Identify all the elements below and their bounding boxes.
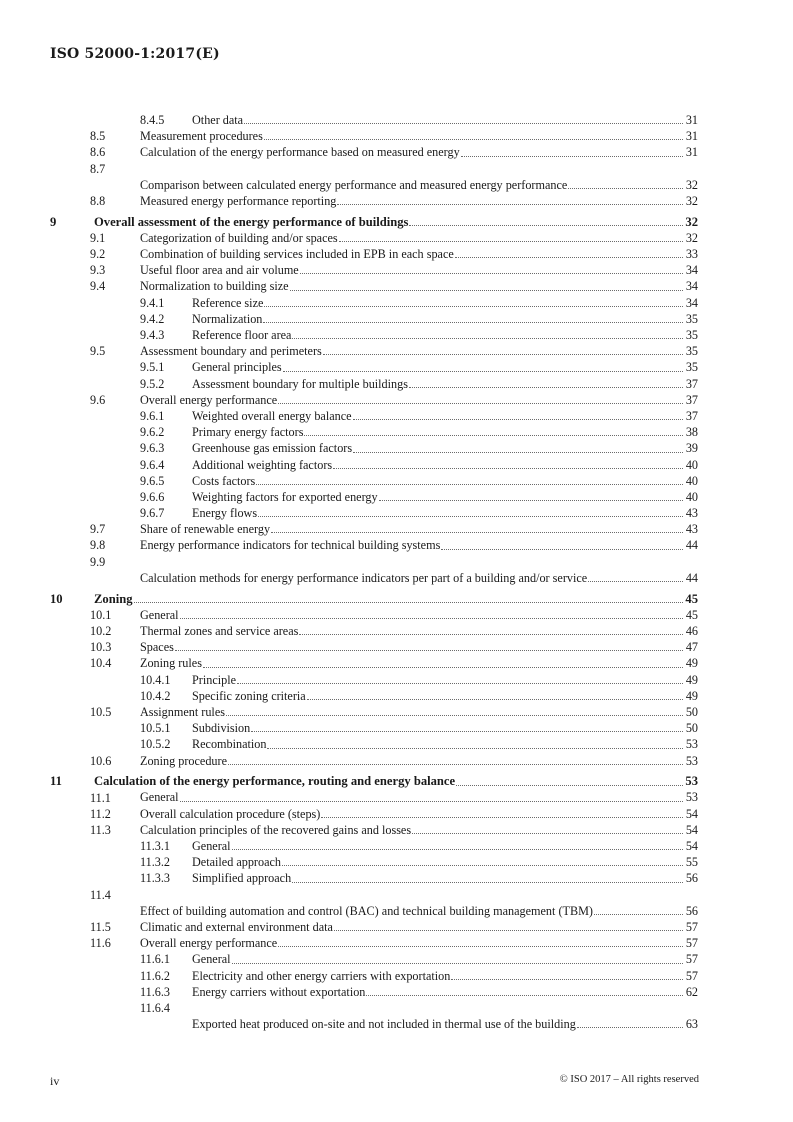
toc-entry-title: Overall calculation procedure (steps) [140, 806, 321, 821]
toc-entry-title: Energy carriers without exportation [192, 984, 366, 999]
toc-dot-leader [379, 499, 683, 501]
toc-entry[interactable] [50, 537, 698, 553]
toc-entry-number: 11.6.3 [140, 984, 171, 999]
toc-entry[interactable] [50, 838, 698, 854]
toc-entry-number: 11.2 [90, 806, 111, 821]
toc-entry-title: General [192, 839, 231, 854]
toc-entry[interactable] [50, 870, 698, 886]
toc-entry-page: 62 [685, 984, 698, 999]
toc-entry-title: Climatic and external environment data [140, 920, 333, 934]
toc-entry-page: 57 [685, 920, 698, 934]
toc-entry-number: 10.2 [90, 624, 112, 639]
toc-entry-title: Share of renewable energy [140, 522, 271, 537]
toc-entry-page: 49 [685, 672, 698, 687]
toc-chapter-entry[interactable] [50, 591, 698, 607]
toc-entry-page: 33 [685, 247, 698, 262]
toc-entry-page: 43 [685, 522, 698, 537]
toc-entry-title: Calculation principles of the recovered gains and losses [140, 822, 412, 837]
toc-entry[interactable] [50, 704, 698, 720]
toc-dot-leader [323, 353, 683, 355]
toc-entry-number: 10.1 [90, 607, 112, 622]
toc-dot-leader [251, 730, 683, 732]
toc-entry-title: Other data [192, 112, 244, 127]
toc-entry-number: 8.5 [90, 129, 106, 144]
toc-chapter-entry[interactable] [50, 214, 698, 230]
toc-entry-title: Thermal zones and service areas [140, 624, 299, 639]
toc-entry[interactable] [50, 854, 698, 870]
toc-entry-number: 10.6 [90, 753, 112, 768]
toc-entry-page: 56 [685, 871, 698, 886]
toc-entry-title: Specific zoning criteria [192, 688, 306, 703]
toc-entry-number: 11.3.3 [140, 871, 171, 886]
toc-dot-leader [226, 714, 683, 716]
toc-entry-number: 9.9 [90, 554, 106, 569]
toc-entry-page: 50 [685, 704, 698, 719]
toc-entry[interactable] [50, 623, 698, 639]
toc-entry[interactable] [50, 521, 698, 537]
toc-entry-title: Combination of building services included in EPB in each space [140, 247, 454, 262]
toc-entry-title: Subdivision [192, 721, 251, 736]
toc-entry-page: 53 [685, 737, 698, 752]
toc-entry-number: 9.6.3 [140, 441, 165, 456]
toc-entry-page: 40 [685, 489, 698, 504]
toc-entry[interactable] [50, 161, 698, 193]
toc-entry-title: Useful floor area and air volume [140, 263, 299, 278]
toc-entry-title: Effect of building automation and control (BAC) and technical building management (TBM) [140, 903, 593, 918]
toc-entry-page: 35 [685, 311, 698, 326]
toc-dot-leader [264, 305, 683, 307]
toc-entry-page: 49 [685, 656, 698, 671]
toc-entry-number: 9 [50, 214, 57, 229]
toc-entry-title: Zoning [94, 591, 133, 606]
document-header: ISO 52000-1:2017(E) [50, 46, 220, 62]
toc-entry-number: 11.6 [90, 936, 111, 951]
toc-entry[interactable] [50, 295, 698, 311]
toc-entry-number: 10 [50, 591, 63, 606]
toc-entry-title: Primary energy factors [192, 425, 304, 440]
toc-entry-page: 39 [685, 441, 698, 456]
toc-entry-title: Zoning procedure [140, 753, 227, 768]
toc-entry[interactable] [50, 1000, 698, 1032]
toc-entry-number: 9.6.1 [140, 408, 165, 423]
toc-entry-title: Detailed approach [192, 855, 281, 870]
toc-dot-leader [244, 122, 683, 124]
toc-entry-title: Weighted overall energy balance [192, 408, 352, 423]
toc-dot-leader [409, 386, 683, 388]
toc-entry-title: Normalization [192, 311, 263, 326]
toc-entry-number: 8.6 [90, 145, 106, 160]
toc-entry-page: 34 [685, 263, 698, 278]
toc-entry[interactable] [50, 672, 698, 688]
toc-entry[interactable] [50, 806, 698, 822]
toc-entry-number: 11.3 [90, 822, 111, 837]
toc-dot-leader [263, 321, 683, 323]
toc-entry-number: 11.6.4 [140, 1000, 171, 1015]
toc-entry-page: 53 [685, 753, 698, 768]
toc-entry-page: 32 [685, 230, 698, 245]
toc-dot-leader [577, 1026, 683, 1028]
toc-entry[interactable] [50, 639, 698, 655]
toc-entry[interactable] [50, 193, 698, 209]
toc-entry-title: General [192, 952, 231, 967]
toc-entry-number: 9.5.1 [140, 360, 165, 375]
page-number: iv [50, 1074, 60, 1088]
toc-dot-leader [292, 337, 683, 339]
toc-entry-title: Calculation of the energy performance, routing and energy balance [94, 774, 456, 789]
toc-entry-page: 57 [685, 952, 698, 967]
toc-entry-page: 45 [685, 591, 698, 606]
toc-entry-number: 9.7 [90, 522, 106, 537]
toc-entry-number: 9.2 [90, 247, 106, 262]
toc-entry[interactable] [50, 688, 698, 704]
toc-entry-page: 32 [685, 177, 698, 192]
toc-entry-number: 10.5 [90, 704, 112, 719]
toc-entry-number: 10.4 [90, 656, 112, 671]
toc-dot-leader [409, 224, 683, 226]
toc-entry-page: 44 [685, 538, 698, 553]
toc-dot-leader [237, 682, 683, 684]
toc-dot-leader [588, 580, 683, 582]
toc-entry[interactable] [50, 887, 698, 919]
toc-entry-title: Greenhouse gas emission factors [192, 441, 353, 456]
toc-entry-number: 11.3.2 [140, 855, 171, 870]
toc-entry-number: 9.4.1 [140, 295, 165, 310]
toc-entry-page: 35 [685, 360, 698, 375]
toc-dot-leader [455, 256, 683, 258]
toc-entry-title: Reference size [192, 295, 264, 310]
toc-entry-page: 32 [685, 193, 698, 208]
toc-entry[interactable] [50, 246, 698, 262]
toc-dot-leader [256, 483, 683, 485]
toc-dot-leader [451, 978, 683, 980]
toc-dot-leader [321, 816, 683, 818]
toc-entry-number: 10.4.1 [140, 672, 171, 687]
toc-dot-leader [339, 240, 683, 242]
toc-entry-page: 53 [685, 790, 698, 805]
toc-entry[interactable] [50, 376, 698, 392]
toc-entry-page: 49 [685, 688, 698, 703]
toc-dot-leader [232, 848, 683, 850]
toc-entry-page: 43 [685, 506, 698, 521]
toc-dot-leader [456, 784, 683, 786]
toc-entry-page: 37 [685, 392, 698, 407]
toc-entry[interactable] [50, 327, 698, 343]
toc-dot-leader [300, 272, 683, 274]
toc-dot-leader [282, 864, 683, 866]
toc-dot-leader [271, 531, 683, 533]
toc-entry-page: 54 [685, 822, 698, 837]
toc-entry[interactable] [50, 720, 698, 736]
toc-entry-page: 56 [685, 903, 698, 918]
toc-entry-number: 8.8 [90, 193, 106, 208]
toc-entry-number: 10.5.1 [140, 721, 171, 736]
toc-dot-leader [333, 467, 683, 469]
toc-entry-number: 9.3 [90, 263, 106, 278]
toc-entry-title: Measurement procedures [140, 129, 263, 144]
toc-entry-number: 11.6.1 [140, 952, 171, 967]
toc-entry-title: Assessment boundary and perimeters [140, 344, 322, 359]
toc-entry-page: 34 [685, 295, 698, 310]
toc-entry-title: Spaces [140, 640, 174, 655]
toc-entry-title: Reference floor area [192, 328, 292, 343]
toc-entry-title: Principle [192, 672, 237, 687]
toc-entry-title: General principles [192, 360, 282, 375]
toc-entry[interactable] [50, 359, 698, 375]
toc-entry[interactable] [50, 951, 698, 967]
toc-entry-number: 9.4 [90, 279, 106, 294]
toc-entry-number: 9.6 [90, 392, 106, 407]
toc-dot-leader [412, 832, 683, 834]
toc-dot-leader [258, 515, 683, 517]
toc-entry-title: General [140, 607, 179, 622]
toc-dot-leader [175, 649, 683, 651]
toc-entry-title: Comparison between calculated energy performance and measured energy performance [140, 177, 568, 192]
toc-entry[interactable] [50, 489, 698, 505]
toc-entry-title: Costs factors [192, 473, 256, 488]
toc-entry-number: 10.4.2 [140, 688, 171, 703]
toc-entry-number: 9.6.6 [140, 489, 165, 504]
toc-dot-leader [203, 666, 683, 668]
toc-entry-title: Calculation methods for energy performance indicators per part of a building and/or service [140, 570, 588, 585]
toc-entry-number: 11.5 [90, 920, 111, 935]
toc-entry-page: 46 [685, 624, 698, 639]
toc-entry-title: Weighting factors for exported energy [192, 489, 378, 504]
toc-entry-title: Electricity and other energy carriers with exportation [192, 968, 451, 983]
toc-entry-page: 54 [685, 839, 698, 854]
toc-dot-leader [366, 994, 683, 996]
toc-entry[interactable] [50, 112, 698, 128]
toc-entry-number: 11.6.2 [140, 968, 171, 983]
toc-entry-page: 35 [685, 328, 698, 343]
toc-entry-title: Overall energy performance [140, 392, 278, 407]
toc-dot-leader [264, 138, 683, 140]
toc-dot-leader [267, 747, 683, 749]
toc-entry-title: Normalization to building size [140, 279, 289, 294]
toc-dot-leader [337, 203, 683, 205]
toc-entry-page: 31 [685, 145, 698, 160]
toc-entry[interactable] [50, 311, 698, 327]
toc-entry[interactable] [50, 984, 698, 1000]
toc-entry-page: 40 [685, 457, 698, 472]
toc-entry-title: General [140, 790, 179, 805]
toc-entry-title: Recombination [192, 737, 267, 752]
toc-dot-leader [307, 698, 683, 700]
toc-entry-title: Assessment boundary for multiple buildings [192, 376, 408, 391]
toc-entry-title: Categorization of building and/or spaces [140, 230, 338, 245]
toc-entry-number: 11.1 [90, 790, 111, 805]
toc-dot-leader [232, 962, 683, 964]
toc-entry-number: 10.3 [90, 640, 112, 655]
toc-entry-page: 45 [685, 607, 698, 622]
toc-entry-number: 9.4.3 [140, 328, 165, 343]
toc-entry-number: 9.5.2 [140, 376, 165, 391]
toc-dot-leader [278, 945, 683, 947]
toc-entry[interactable] [50, 753, 698, 769]
toc-entry-title: Calculation of the energy performance based on measured energy [140, 145, 460, 160]
toc-entry-number: 9.1 [90, 230, 106, 245]
toc-dot-leader [290, 289, 683, 291]
toc-entry-number: 9.6.5 [140, 473, 165, 488]
toc-entry[interactable] [50, 408, 698, 424]
toc-entry[interactable] [50, 655, 698, 671]
toc-chapter-entry[interactable] [50, 773, 698, 789]
toc-entry[interactable] [50, 230, 698, 246]
toc-dot-leader [228, 763, 683, 765]
toc-entry-page: 57 [685, 936, 698, 951]
toc-dot-leader [278, 402, 683, 404]
toc-entry-title: Exported heat produced on-site and not included in thermal use of the building [192, 1017, 576, 1032]
toc-entry-title: Additional weighting factors [192, 457, 333, 472]
toc-entry[interactable] [50, 440, 698, 456]
toc-entry-page: 57 [685, 968, 698, 983]
toc-entry[interactable] [50, 473, 698, 489]
toc-entry[interactable] [50, 424, 698, 440]
toc-dot-leader [353, 418, 683, 420]
toc-entry[interactable] [50, 790, 698, 806]
toc-entry-title: Zoning rules [140, 656, 202, 671]
toc-entry[interactable] [50, 968, 698, 984]
toc-dot-leader [304, 434, 683, 436]
toc-dot-leader [568, 187, 683, 189]
toc-entry-title: Simplified approach [192, 871, 292, 886]
toc-entry-number: 9.6.2 [140, 425, 165, 440]
toc-entry-page: 55 [685, 855, 698, 870]
toc-entry-page: 37 [685, 376, 698, 391]
toc-entry-page: 32 [685, 214, 698, 229]
toc-dot-leader [299, 633, 683, 635]
toc-entry-page: 54 [685, 806, 698, 821]
toc-entry[interactable] [50, 607, 698, 623]
toc-entry-page: 40 [685, 473, 698, 488]
toc-dot-leader [283, 370, 683, 372]
toc-dot-leader [292, 881, 683, 883]
toc-dot-leader [441, 548, 683, 550]
toc-entry[interactable] [50, 128, 698, 144]
toc-dot-leader [180, 800, 683, 802]
toc-entry-page: 47 [685, 640, 698, 655]
toc-entry[interactable] [50, 935, 698, 951]
toc-entry-number: 10.5.2 [140, 737, 171, 752]
toc-entry-number: 11 [50, 774, 62, 789]
toc-entry[interactable] [50, 919, 698, 935]
toc-entry-title: Measured energy performance reporting [140, 193, 337, 208]
toc-entry-title: Energy flows [192, 506, 258, 521]
toc-entry[interactable] [50, 457, 698, 473]
toc-dot-leader [594, 913, 683, 915]
toc-entry-page: 38 [685, 425, 698, 440]
toc-entry-number: 9.6.7 [140, 506, 165, 521]
toc-entry[interactable] [50, 554, 698, 586]
toc-dot-leader [134, 601, 683, 603]
toc-entry[interactable] [50, 262, 698, 278]
toc-entry-page: 35 [685, 344, 698, 359]
toc-entry-number: 9.4.2 [140, 311, 165, 326]
toc-entry-number: 9.8 [90, 538, 106, 553]
toc-entry-page: 34 [685, 279, 698, 294]
toc-entry[interactable] [50, 278, 698, 294]
copyright-notice: © ISO 2017 – All rights reserved [559, 1074, 699, 1085]
toc-entry-page: 31 [685, 112, 698, 127]
toc-entry-title: Energy performance indicators for technical building systems [140, 538, 441, 553]
toc-entry-page: 37 [685, 408, 698, 423]
toc-entry[interactable] [50, 822, 698, 838]
toc-entry-page: 44 [685, 570, 698, 585]
toc-entry-number: 9.6.4 [140, 457, 165, 472]
toc-entry-number: 9.5 [90, 344, 106, 359]
toc-entry-page: 53 [685, 774, 698, 789]
toc-dot-leader [180, 617, 683, 619]
toc-entry[interactable] [50, 343, 698, 359]
toc-entry[interactable] [50, 505, 698, 521]
toc-entry-title: Overall energy performance [140, 936, 278, 951]
toc-entry[interactable] [50, 392, 698, 408]
toc-dot-leader [334, 929, 683, 931]
toc-entry-page: 31 [685, 129, 698, 144]
toc-entry-number: 8.4.5 [140, 113, 165, 127]
toc-entry-number: 8.7 [90, 161, 106, 176]
toc-entry-number: 11.3.1 [140, 839, 171, 854]
toc-dot-leader [461, 155, 683, 157]
table-of-contents [50, 112, 698, 1032]
toc-entry[interactable] [50, 144, 698, 160]
toc-entry-title: Assignment rules [140, 704, 225, 719]
toc-entry[interactable] [50, 736, 698, 752]
toc-entry-page: 63 [685, 1017, 698, 1032]
toc-entry-title: Overall assessment of the energy performance of buildings [94, 214, 409, 229]
toc-entry-number: 11.4 [90, 887, 111, 902]
toc-dot-leader [353, 451, 683, 453]
toc-entry-page: 50 [685, 721, 698, 736]
